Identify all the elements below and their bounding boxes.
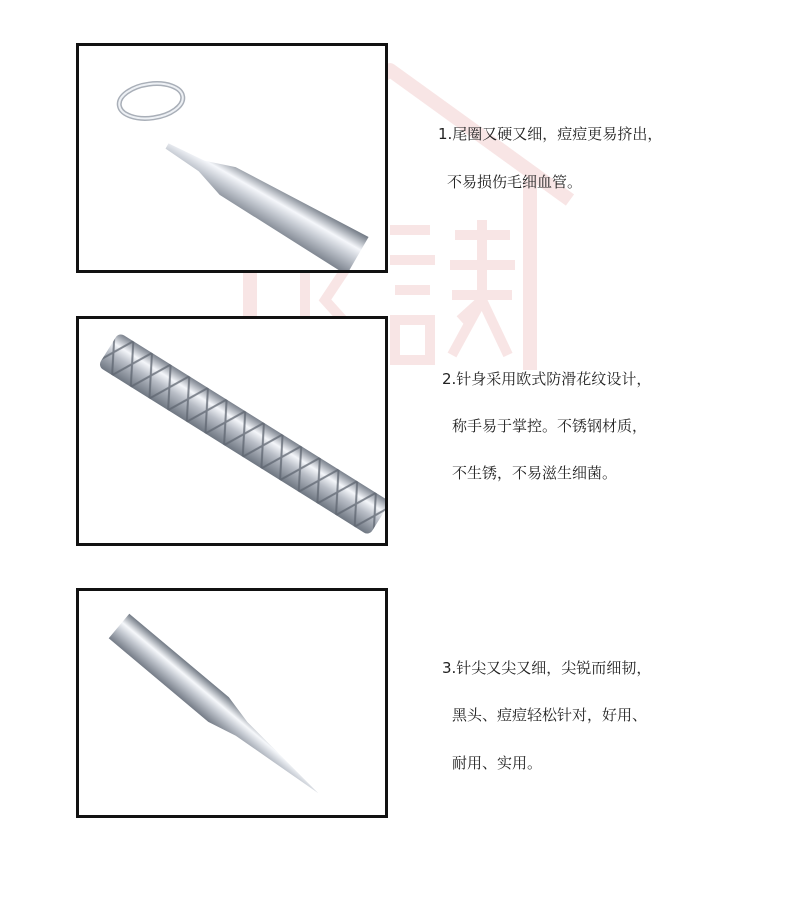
description-line: 不生锈，不易滋生细菌。 bbox=[452, 464, 618, 482]
description-line: 称手易于掌控。不锈钢材质， bbox=[452, 417, 648, 435]
description-line: 2.针身采用欧式防滑花纹设计， bbox=[442, 370, 652, 388]
description-line: 黑头、痘痘轻松针对，好用、 bbox=[452, 706, 648, 724]
description-line: 不易损伤毛细血管。 bbox=[447, 173, 583, 191]
description-line: 耐用、实用。 bbox=[452, 754, 543, 772]
photo-handle-pattern bbox=[76, 316, 388, 546]
photo-loop-end bbox=[76, 43, 388, 273]
description-line: 3.针尖又尖又细，尖锐而细韧， bbox=[442, 659, 652, 677]
description-line: 1.尾圈又硬又细，痘痘更易挤出， bbox=[438, 125, 663, 143]
photo-needle-tip bbox=[76, 588, 388, 818]
